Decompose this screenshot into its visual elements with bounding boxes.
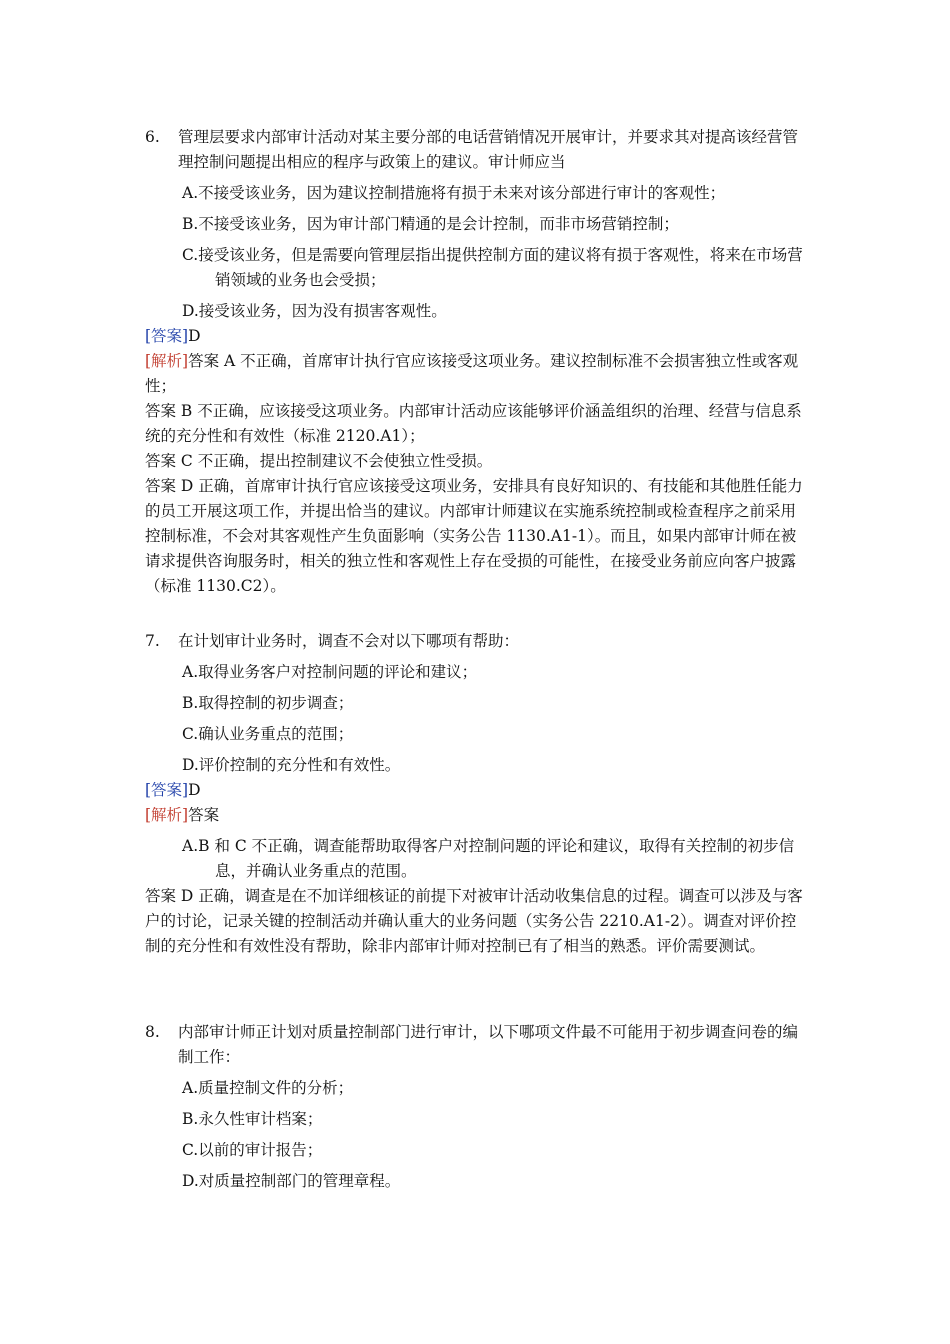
answer-value: D	[188, 781, 201, 799]
option-c: C.以前的审计报告；	[182, 1141, 323, 1159]
question-8-stem	[145, 1020, 810, 1070]
question-8	[145, 1020, 810, 1194]
analysis-paragraph: 答案 C 不正确，提出控制建议不会使独立性受损。	[145, 452, 493, 470]
analysis-tag: [解析]	[145, 352, 189, 370]
analysis-paragraph: 答案 B 不正确，应该接受这项业务。内部审计活动应该能够评价涵盖组织的治理、经营与信息系统的充分性和有效性（标准 2120.A1）；	[145, 402, 802, 445]
option-c: C.接受该业务，但是需要向管理层指出提供控制方面的建议将有损于客观性，将来在市场营销领域的业务也会受损；	[182, 246, 803, 289]
option-c: C.确认业务重点的范围；	[182, 725, 354, 743]
analysis-tag: [解析]	[145, 806, 189, 824]
answer-line	[145, 324, 810, 349]
option-b: B.取得控制的初步调查；	[182, 694, 354, 712]
option-d: D.对质量控制部门的管理章程。	[182, 1172, 401, 1190]
analysis-text: 答案 A 不正确，首席审计执行官应该接受这项业务。建议控制标准不会损害独立性或客观性；	[145, 352, 799, 395]
question-number: 7.	[145, 632, 160, 650]
analysis-paragraph: 答案 D 正确，首席审计执行官应该接受这项业务，安排具有良好知识的、有技能和其他胜任能力的员工开展这项工作，并提出恰当的建议。内部审计师建议在实施系统控制或检查程序之前采用控制标准，不会对其客观性产生负面影响（实务公告 1130.A1-1）。而且，如果内部审计师在被请求提供咨询服务时，相关的独立性和客观性上存在受损的可能性，在接受业务前应向客户披露（标准 1130.C2）。	[145, 477, 803, 595]
analysis-line	[145, 349, 810, 399]
option-b: B.永久性审计档案；	[182, 1110, 323, 1128]
question-7-stem	[145, 629, 810, 654]
option-a: A.质量控制文件的分析；	[182, 1079, 354, 1097]
analysis-paragraph: 答案 D 正确，调查是在不加详细核证的前提下对被审计活动收集信息的过程。调查可以涉及与客户的讨论，记录关键的控制活动并确认重大的业务问题（实务公告 2210.A1-2）。调查对评价控制的充分性和有效性没有帮助，除非内部审计师对控制已有了相当的熟悉。评价需要测试。	[145, 887, 803, 955]
analysis-line	[145, 803, 810, 828]
option-d: D.接受该业务，因为没有损害客观性。	[182, 302, 447, 320]
option-a: A.取得业务客户对控制问题的评论和建议；	[182, 663, 478, 681]
question-text: 在计划审计业务时，调查不会对以下哪项有帮助：	[178, 632, 520, 650]
question-6	[145, 125, 810, 599]
analysis-option: A.B 和 C 不正确，调查能帮助取得客户对控制问题的评论和建议，取得有关控制的初步信息，并确认业务重点的范围。	[182, 837, 795, 880]
analysis-text: 答案	[188, 806, 220, 824]
question-text: 管理层要求内部审计活动对某主要分部的电话营销情况开展审计，并要求其对提高该经营管理控制问题提出相应的程序与政策上的建议。审计师应当	[178, 128, 799, 171]
answer-line	[145, 778, 810, 803]
option-a: A.不接受该业务，因为建议控制措施将有损于未来对该分部进行审计的客观性；	[182, 184, 726, 202]
answer-tag: [答案]	[145, 327, 189, 345]
answer-tag: [答案]	[145, 781, 189, 799]
question-number: 6.	[145, 128, 160, 146]
question-7	[145, 629, 810, 959]
option-b: B.不接受该业务，因为审计部门精通的是会计控制，而非市场营销控制；	[182, 215, 679, 233]
question-number: 8.	[145, 1023, 160, 1041]
option-d: D.评价控制的充分性和有效性。	[182, 756, 401, 774]
question-6-stem	[145, 125, 810, 175]
question-text: 内部审计师正计划对质量控制部门进行审计，以下哪项文件最不可能用于初步调查问卷的编制工作：	[178, 1023, 799, 1066]
answer-value: D	[188, 327, 201, 345]
